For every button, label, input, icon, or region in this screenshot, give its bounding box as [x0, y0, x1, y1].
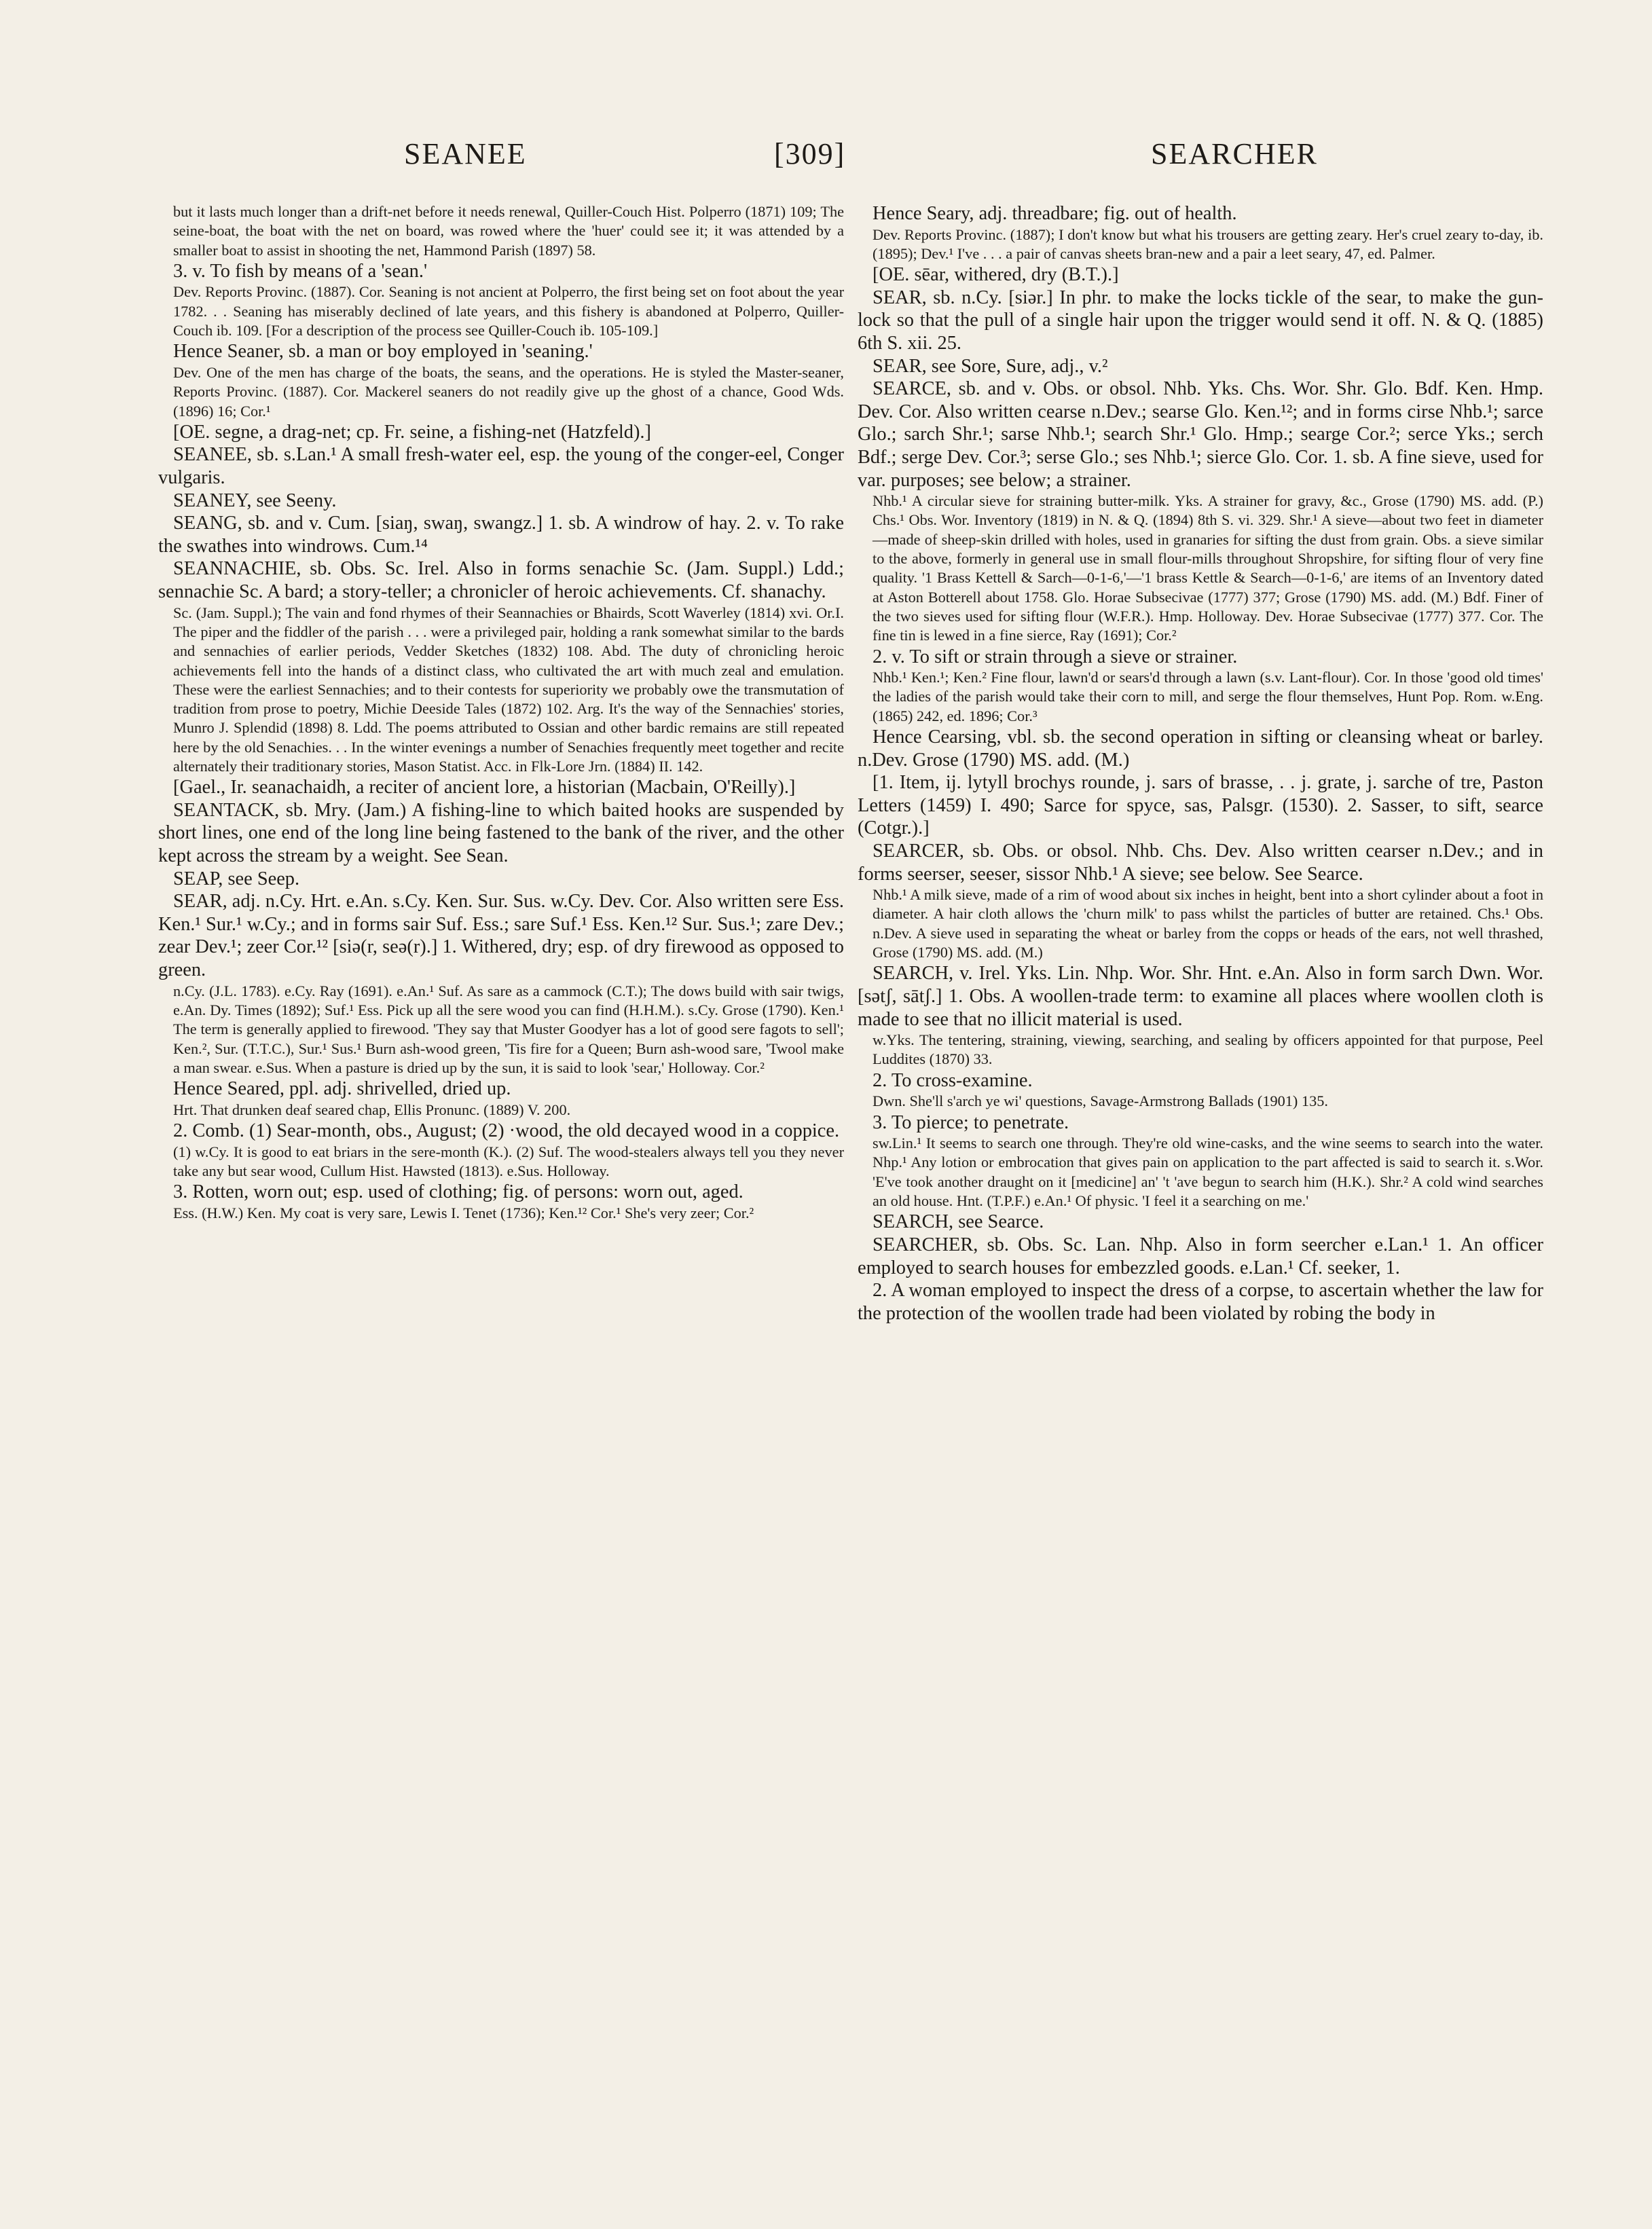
left-entry: SEANTACK, sb. Mry. (Jam.) A fishing-line to which baited hooks are suspended by short lines, one end of the long line being fastened to the bank of the river, and the other kept across the stream by a weight. See Sean.: [158, 799, 844, 867]
right-citation: Nhb.¹ A milk sieve, made of a rim of wood about six inches in height, bent into a short cylinder about a foot in diameter. A hair cloth allows the 'churn milk' to pass whilst the particles of butter are retained. Chs.¹ Obs. n.Dev. A sieve used in separating the wheat or barley from the copps or heads of the ears, not well thrashed, Grose (1790) MS. add. (M.): [873, 886, 1543, 961]
left-entry: SEAR, adj. n.Cy. Hrt. e.An. s.Cy. Ken. Sur. Sus. w.Cy. Dev. Cor. Also written sere Ess. Ken.¹ Sur.¹ w.Cy.; and in forms sair Suf. Ess.; sare Suf.¹ Ess. Ken.¹² Sur. Sus.¹; zare Dev.; zear Dev.¹; zeer Cor.¹² [siə(r, seə(r).] 1. Withered, dry; esp. of dry firewood as opposed to green.: [158, 891, 844, 981]
right-column: [858, 202, 1543, 2212]
left-citation: (1) w.Cy. It is good to eat briars in the sere-month (K.). (2) Suf. The wood-stealers always tell you they never take any but sear wood, Cullum Hist. Hawsted (1813). e.Sus. Holloway.: [173, 1143, 844, 1179]
left-entry: Hence Seaner, sb. a man or boy employed in 'seaning.': [173, 341, 593, 363]
left-entry: SEANEY, see Seeny.: [173, 490, 337, 511]
right-citation: w.Yks. The tentering, straining, viewing, searching, and sealing by officers appointed for that purpose, Peel Luddites (1870) 33.: [873, 1031, 1543, 1068]
right-entry: SEARCH, see Searce.: [873, 1211, 1044, 1233]
right-entry: SEARCH, v. Irel. Yks. Lin. Nhp. Wor. Shr. Hnt. e.An. Also in form sarch Dwn. Wor. [sǝtʃ, sātʃ.] 1. Obs. A woollen-trade term: to examine all places where woollen cloth is made to see that no illicit material is used.: [858, 963, 1543, 1030]
left-citation: Ess. (H.W.) Ken. My coat is very sare, Lewis I. Tenet (1736); Ken.¹² Cor.¹ She's very zeer; Cor.²: [173, 1204, 754, 1221]
left-entry: 3. v. To fish by means of a 'sean.': [173, 260, 428, 282]
left-entry: SEANG, sb. and v. Cum. [siaŋ, swaŋ, swangz.] 1. sb. A windrow of hay. 2. v. To rake the swathes into windrows. Cum.¹⁴: [158, 513, 844, 557]
right-entry: SEARCER, sb. Obs. or obsol. Nhb. Chs. Dev. Also written cearser n.Dev.; and in forms seerser, seeser, sissor Nhb.¹ A sieve; see below. See Searce.: [858, 840, 1543, 885]
left-citation: Hrt. That drunken deaf seared chap, Ellis Pronunc. (1889) V. 200.: [173, 1101, 571, 1118]
left-entry: SEANEE, sb. s.Lan.¹ A small fresh-water eel, esp. the young of the conger-eel, Conger vulgaris.: [158, 444, 844, 489]
right-entry: 2. To cross-examine.: [873, 1069, 1033, 1091]
right-entry: Hence Seary, adj. threadbare; fig. out of health.: [873, 203, 1237, 224]
running-head-right: SEARCHER: [1151, 137, 1318, 170]
right-entry: [1. Item, ij. lytyll brochys rounde, j. sars of brasse, . . j. grate, j. sarche of tre, Paston Letters (1459) I. 490; Sarce for spyce, sas, Palsgr. (1530). 2. Sasser, to sift, searce (Cotgr.).]: [858, 772, 1543, 839]
left-citation: but it lasts much longer than a drift-net before it needs renewal, Quiller-Couch Hist. Polperro (1871) 109; The seine-boat, the boat with the net on board, was rowed where the 'huer' could see it; it was attended by a smaller boat to assist in shooting the net, Hammond Parish (1897) 58.: [173, 203, 844, 259]
right-entry: SEAR, sb. n.Cy. [siər.] In phr. to make the locks tickle of the sear, to make the gun-lock so that the pull of a single hair upon the trigger would send it off. N. & Q. (1885) 6th S. xii. 25.: [858, 287, 1543, 354]
left-entry: SEANNACHIE, sb. Obs. Sc. Irel. Also in forms senachie Sc. (Jam. Suppl.) Ldd.; sennachie Sc. A bard; a story-teller; a chronicler of heroic achievements. Cf. shanachy.: [158, 558, 844, 603]
left-citation: Dev. Reports Provinc. (1887). Cor. Seaning is not ancient at Polperro, the first being set on foot about the year 1782. . . Seaning has miserably declined of late years, and this fishery is abandoned at Polperro, Quiller-Couch ib. 109. [For a description of the process see Quiller-Couch ib. 105-109.]: [173, 283, 844, 339]
left-entry: [OE. segne, a drag-net; cp. Fr. seine, a fishing-net (Hatzfeld).]: [173, 421, 651, 443]
right-entry: SEAR, see Sore, Sure, adj., v.²: [873, 355, 1108, 377]
right-entry: SEARCE, sb. and v. Obs. or obsol. Nhb. Yks. Chs. Wor. Shr. Glo. Bdf. Ken. Hmp. Dev. Cor. Also written cearse n.Dev.; searse Glo. Ken.¹²; and in forms cirse Nhb.¹; sarce Glo.; sarch Shr.¹; sarse Nhb.¹; search Shr.¹ Glo. Hmp.; searge Cor.²; serce Yks.; serch Bdf.; serge Dev. Cor.³; serse Glo.; ses Nhb.¹; sierce Glo. Cor. 1. sb. A fine sieve, used for var. purposes; see below; a strainer.: [858, 378, 1543, 491]
right-entry: Hence Cearsing, vbl. sb. the second operation in sifting or cleansing wheat or barley. n.Dev. Grose (1790) MS. add. (M.): [858, 726, 1543, 771]
left-citation: n.Cy. (J.L. 1783). e.Cy. Ray (1691). e.An.¹ Suf. As sare as a cammock (C.T.); The dows build with sair twigs, e.An. Dy. Times (1892); Suf.¹ Ess. Pick up all the sere wood you can find (H.H.M.). s.Cy. Grose (1790). Ken.¹ The term is generally applied to firewood. 'They say that Muster Goodyer has a lot of good sere fagots to sell'; Ken.², Sur. (T.T.C.), Sur.¹ Sus.¹ Burn ash-wood green, 'Tis fire for a Queen; Burn ash-wood sare, 'Twool make a man swear. e.Sus. When a pasture is dried up by the sun, it is said to look 'sear,' Holloway. Cor.²: [173, 982, 844, 1076]
right-citation: Nhb.¹ A circular sieve for straining butter-milk. Yks. A strainer for gravy, &c., Grose (1790) MS. add. (P.) Chs.¹ Obs. Wor. Inventory (1819) in N. & Q. (1894) 8th S. vi. 329. Shr.¹ A sieve—about two feet in diameter—made of sheep-skin drilled with holes, used in granaries for sifting the dust from grain. Obs. a sieve similar to the above, formerly in general use in small flour-mills throughout Shropshire, for sifting flour of very fine quality. '1 Brass Kettell & Sarch—0-1-6,'—'1 brass Kettle & Search—0-1-6,' are items of an Inventory dated at Aston Botterell about 1758. Glo. Horae Subsecivae (1777) 377; Grose (1790) MS. add. (M.) Bdf. Finer of the two sieves used for sifting flour (W.F.R.). Hmp. Holloway. Dev. Horae Subsecivae (1777) 377. Cor. The fine tin is lewed in a fine sierce, Ray (1691); Cor.²: [873, 492, 1543, 644]
left-entry: 2. Comb. (1) Sear-month, obs., August; (2) ·wood, the old decayed wood in a coppice.: [173, 1120, 840, 1141]
page-number: [309]: [774, 137, 846, 170]
running-head-left: SEANEE: [404, 137, 527, 170]
left-entry: Hence Seared, ppl. adj. shrivelled, dried up.: [173, 1078, 511, 1100]
right-citation: Dwn. She'll s'arch ye wi' questions, Savage-Armstrong Ballads (1901) 135.: [873, 1092, 1328, 1110]
right-entry: 2. A woman employed to inspect the dress of a corpse, to ascertain whether the law for the protection of the woollen trade had been violated by robing the body in: [858, 1280, 1543, 1324]
left-citation: Dev. One of the men has charge of the boats, the seans, and the operations. He is styled the Master-seaner, Reports Provinc. (1887). Cor. Mackerel seaners do not readily give up the ghost of a chance, Good Wds. (1896) 16; Cor.¹: [173, 363, 844, 420]
right-entry: [OE. sēar, withered, dry (B.T.).]: [873, 264, 1119, 286]
right-citation: sw.Lin.¹ It seems to search one through. They're old wine-casks, and the wine seems to search into the water. Nhp.¹ Any lotion or embrocation that gives pain on application to the part affected is said to search it. s.Wor. 'E've took another draught on it [medicine] an' 't 'ave begun to search him (H.K.). Shr.² A cold wind searches an old house. Hnt. (T.P.F.) e.An.¹ Of physic. 'I feel it a searching on me.': [873, 1135, 1543, 1210]
right-citation: Dev. Reports Provinc. (1887); I don't know but what his trousers are getting zeary. Her's cruel zeary to-day, ib. (1895); Dev.¹ I've . . . a pair of canvas sheets bran-new and a pair a leet seary, 47, ed. Palmer.: [873, 225, 1543, 262]
left-citation: Sc. (Jam. Suppl.); The vain and fond rhymes of their Seannachies or Bhairds, Scott Waverley (1814) xvi. Or.I. The piper and the fiddler of the parish . . . were a privileged pair, holding a rank somewhat similar to the bards and sennachies of earlier periods, Vedder Sketches (1832) 108. Abd. The duty of chronicling heroic achievements fell into the hands of a distinct class, who cultivated the art with much zeal and emulation. These were the earliest Sennachies; and to their contests for superiority we probably owe the transmutation of tradition from prose to poetry, Michie Deeside Tales (1872) 102. Arg. It's the way of the Sennachies' stories, Munro J. Splendid (1898) 8. Ldd. The poems attributed to Ossian and other bardic remains are still repeated here by the old Senachies. . . In the winter evenings a number of Senachies frequently meet together and recite alternately their traditionary stories, Mason Statist. Acc. in Flk-Lore Jrn. (1884) II. 142.: [173, 604, 844, 775]
right-entry: SEARCHER, sb. Obs. Sc. Lan. Nhp. Also in form seercher e.Lan.¹ 1. An officer employed to search houses for embezzled goods. e.Lan.¹ Cf. seeker, 1.: [858, 1234, 1543, 1278]
left-entry: SEAP, see Seep.: [173, 868, 300, 889]
right-entry: 2. v. To sift or strain through a sieve or strainer.: [873, 646, 1238, 667]
left-entry: [Gael., Ir. seanachaidh, a reciter of ancient lore, a historian (Macbain, O'Reilly).]: [173, 777, 796, 798]
right-entry: 3. To pierce; to penetrate.: [873, 1111, 1069, 1133]
left-entry: 3. Rotten, worn out; esp. used of clothing; fig. of persons: worn out, aged.: [173, 1181, 744, 1203]
left-column: [158, 202, 844, 2212]
right-citation: Nhb.¹ Ken.¹; Ken.² Fine flour, lawn'd or sears'd through a lawn (s.v. Lant-flour). Cor. In those 'good old times' the ladies of the parish would take their corn to mill, and serge the flour themselves, Hunt Pop. Rom. w.Eng. (1865) 242, ed. 1896; Cor.³: [873, 669, 1543, 724]
